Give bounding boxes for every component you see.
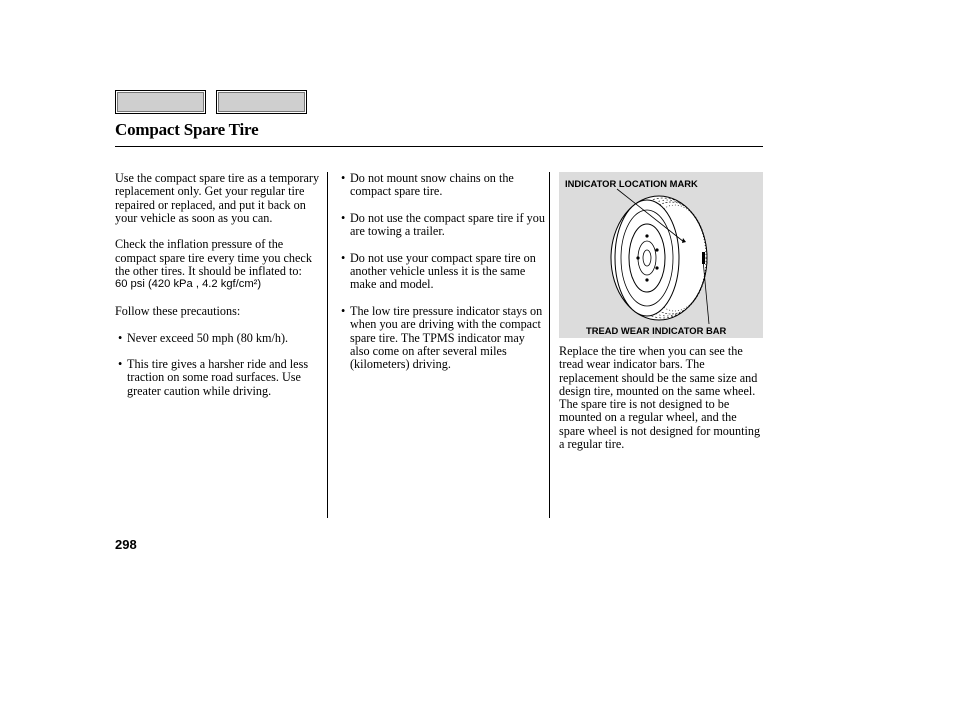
column-3 xyxy=(559,345,765,451)
column-1 xyxy=(115,172,325,398)
inflation-pressure: 60 psi (420 kPa , 4.2 kgf/cm²) xyxy=(115,278,262,291)
tire-illustration xyxy=(559,172,763,338)
section-tab-2[interactable] xyxy=(216,90,307,114)
replacement-paragraph: Replace the tire when you can see the tread wear indicator bars. The replacement should be the same size and design tire, mounted on the same wheel. The spare tire is not designed to be mounted on a regular wheel, and the spare wheel is not designed for mounting a regular tire. xyxy=(559,344,761,452)
precaution-item: • Never exceed 50 mph (80 km/h). xyxy=(118,332,325,345)
column-2 xyxy=(341,172,545,371)
title-rule xyxy=(115,146,763,147)
page-number: 298 xyxy=(115,537,137,552)
precaution-item: • Do not use your compact spare tire on another vehicle unless it is the same make and model. xyxy=(341,252,545,292)
precautions-intro: Follow these precautions: xyxy=(115,303,241,318)
precaution-item: • The low tire pressure indicator stays on when you are driving with the compact spare tire. The TPMS indicator may also come on after several miles (kilometers) driving. xyxy=(341,305,545,371)
indicator-location-label: INDICATOR LOCATION MARK xyxy=(565,178,698,189)
spare-tire-drawing xyxy=(559,172,763,338)
tread-wear-label: TREAD WEAR INDICATOR BAR xyxy=(586,325,727,336)
section-tab-1[interactable] xyxy=(115,90,206,114)
page-title: Compact Spare Tire xyxy=(115,120,259,139)
precaution-item: • Do not mount snow chains on the compact spare tire. xyxy=(341,172,545,199)
column-divider-2 xyxy=(549,172,550,518)
usage-paragraph: Use the compact spare tire as a temporary replacement only. Get your regular tire repaired or replaced, and put it back on your vehicle as soon as you can. xyxy=(115,171,320,225)
precaution-item: • Do not use the compact spare tire if you are towing a trailer. xyxy=(341,212,545,239)
column-divider-1 xyxy=(327,172,328,518)
inflation-paragraph: Check the inflation pressure of the compact spare tire every time you check the other tires. It should be inflated to: xyxy=(115,237,312,279)
precaution-item: • This tire gives a harsher ride and less traction on some road surfaces. Use greater caution while driving. xyxy=(118,358,325,398)
